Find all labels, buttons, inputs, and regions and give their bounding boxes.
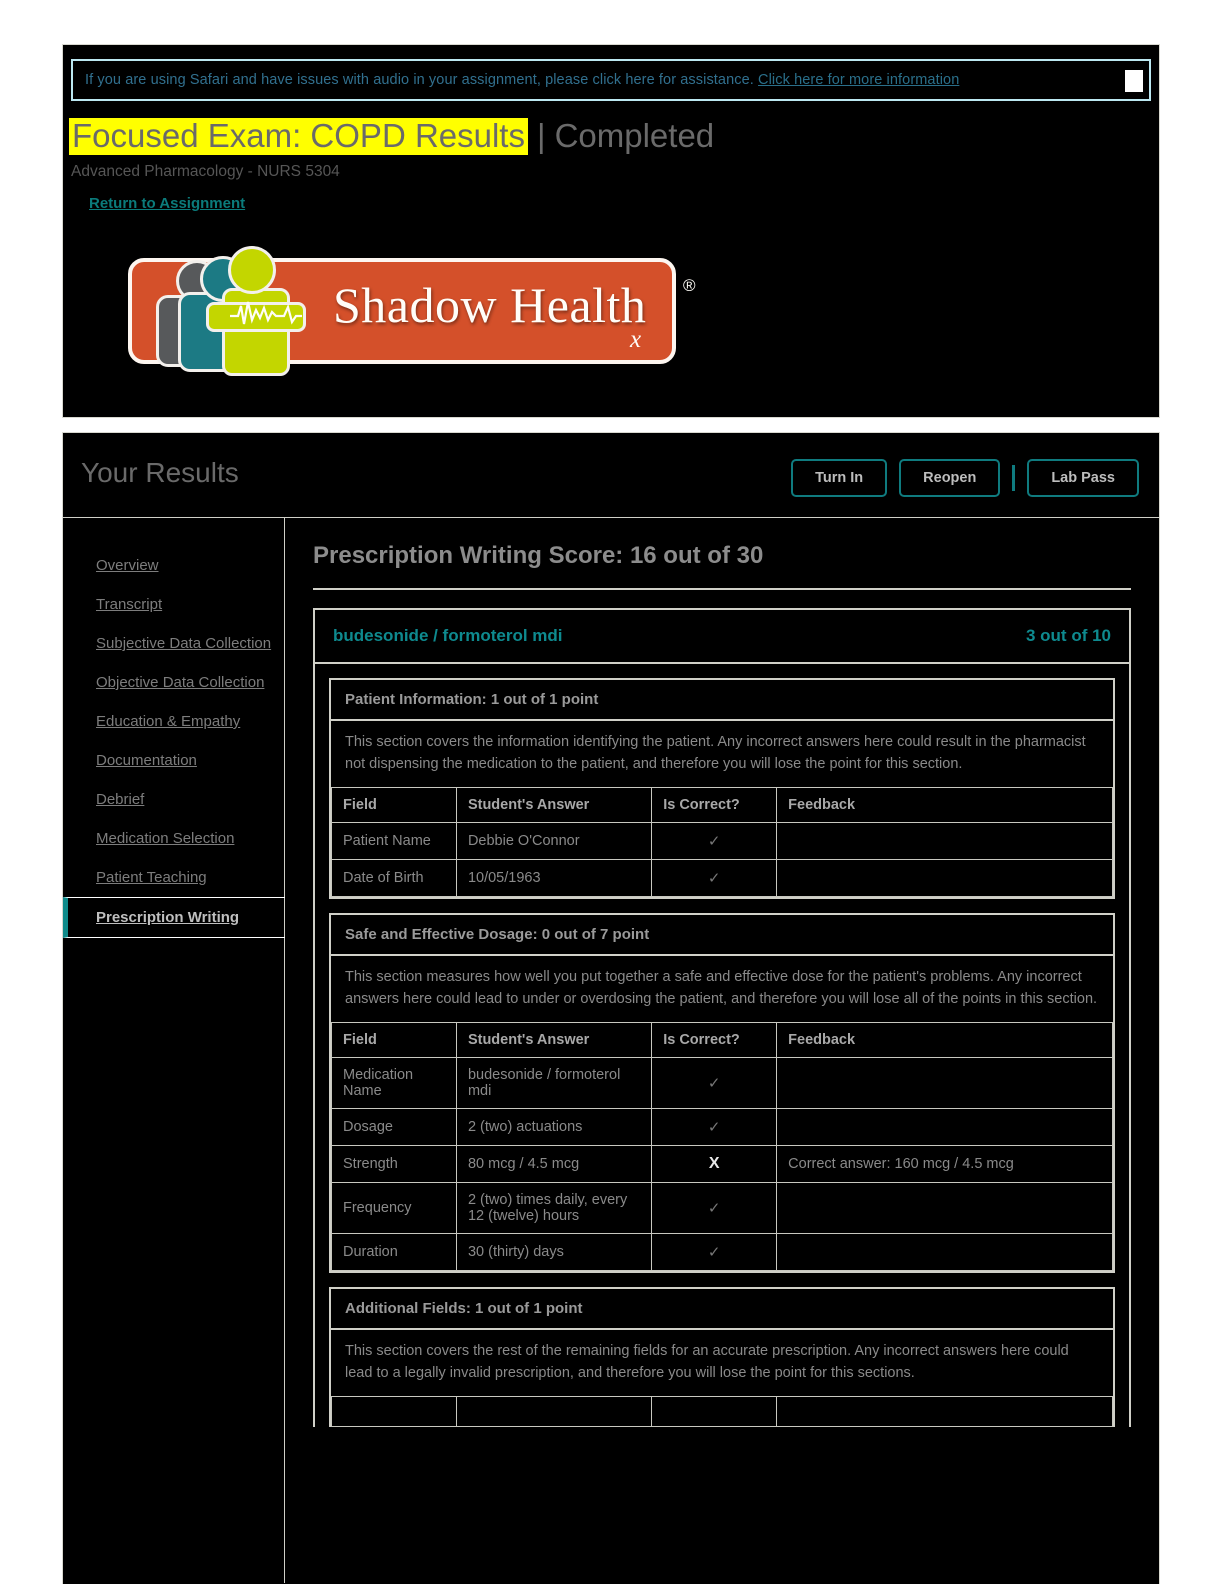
cell-field: Date of Birth — [332, 860, 457, 897]
cell-field: Frequency — [332, 1183, 457, 1234]
sidebar-item-prescription-writing[interactable]: Prescription Writing — [63, 897, 285, 938]
page-header-block — [62, 44, 1160, 418]
cell-empty — [777, 1397, 1113, 1427]
checkmark-icon: ✓ — [652, 823, 777, 860]
shadow-health-logo — [118, 240, 696, 380]
grading-section — [329, 678, 1115, 899]
medication-name: budesonide / formoterol mdi — [333, 626, 563, 645]
section-title: Patient Information: 1 out of 1 point — [331, 680, 1113, 721]
grading-table — [331, 1022, 1113, 1271]
cell-student-answer: 10/05/1963 — [456, 860, 651, 897]
close-icon[interactable] — [1125, 70, 1143, 92]
checkmark-icon: ✓ — [652, 1109, 777, 1146]
logo-figure-lime-head — [228, 246, 276, 294]
table-row — [332, 1146, 1113, 1183]
checkmark-icon: ✓ — [652, 1058, 777, 1109]
section-title: Additional Fields: 1 out of 1 point — [331, 1289, 1113, 1330]
sidebar-item-education-empathy[interactable]: Education & Empathy — [96, 713, 241, 730]
cell-student-answer: 2 (two) actuations — [456, 1109, 651, 1146]
results-content — [285, 518, 1159, 1583]
grading-section — [329, 913, 1115, 1273]
sidebar-item-medication-selection[interactable]: Medication Selection — [96, 830, 235, 847]
sidebar-item-overview[interactable]: Overview — [96, 557, 159, 574]
medication-card — [313, 608, 1131, 1427]
column-header-feedback: Feedback — [777, 1023, 1113, 1058]
cross-icon: X — [652, 1146, 777, 1183]
table-row — [332, 823, 1113, 860]
logo-rx-mark: x — [630, 326, 642, 353]
cell-student-answer: budesonide / formoterol mdi — [456, 1058, 651, 1109]
results-sidebar — [63, 518, 285, 1583]
reopen-button[interactable]: Reopen — [899, 459, 1000, 497]
table-row — [332, 1234, 1113, 1271]
cell-feedback — [777, 860, 1113, 897]
cell-empty — [652, 1397, 777, 1427]
cell-field: Patient Name — [332, 823, 457, 860]
results-action-buttons — [791, 459, 1139, 497]
sidebar-item-documentation[interactable]: Documentation — [96, 752, 197, 769]
column-header-correct: Is Correct? — [652, 1023, 777, 1058]
table-header-row — [332, 1023, 1113, 1058]
results-body — [63, 518, 1159, 1583]
ekg-waveform-icon — [230, 298, 302, 328]
column-header-feedback: Feedback — [777, 788, 1113, 823]
results-panel — [62, 432, 1160, 1584]
table-header-row — [332, 788, 1113, 823]
results-title: Your Results — [81, 457, 239, 488]
section-description: This section covers the rest of the remaining fields for an accurate prescription. Any incorrect answers here could lead to a legally invalid prescription, and therefore you will lose the point for this sections. — [345, 1343, 1069, 1382]
column-header-field: Field — [332, 1023, 457, 1058]
table-row — [332, 1183, 1113, 1234]
registered-trademark-icon: ® — [683, 276, 696, 295]
cell-feedback — [777, 1058, 1113, 1109]
column-header-answer: Student's Answer — [456, 788, 651, 823]
sidebar-item-objective-data-collection[interactable]: Objective Data Collection — [96, 674, 265, 691]
alert-message: If you are using Safari and have issues with audio in your assignment, please click here for assistance. Click here for more information — [85, 72, 960, 88]
checkmark-icon: ✓ — [652, 1234, 777, 1271]
column-header-answer: Student's Answer — [456, 1023, 651, 1058]
course-subtitle: Advanced Pharmacology - NURS 5304 — [71, 163, 340, 180]
cell-feedback — [777, 1109, 1113, 1146]
column-header-correct: Is Correct? — [652, 788, 777, 823]
cell-student-answer: Debbie O'Connor — [456, 823, 651, 860]
page-title-text: Focused Exam: COPD Results — [69, 118, 528, 155]
alert-more-info-link[interactable]: Click here for more information — [758, 72, 960, 88]
section-description: This section measures how well you put together a safe and effective dose for the patient's problems. Any incorrect answers here could lead to under or overdosing the patient, and therefore you will lose all of the points in this section. — [345, 969, 1098, 1008]
return-to-assignment-link[interactable]: Return to Assignment — [89, 195, 246, 212]
sidebar-item-subjective-data-collection[interactable]: Subjective Data Collection — [96, 635, 272, 652]
title-separator: | — [536, 117, 546, 154]
checkmark-icon: ✓ — [652, 1183, 777, 1234]
cell-empty — [456, 1397, 651, 1427]
medication-card-header — [315, 610, 1129, 664]
button-divider — [1012, 465, 1015, 491]
section-title: Safe and Effective Dosage: 0 out of 7 point — [331, 915, 1113, 956]
table-row — [332, 860, 1113, 897]
cell-feedback: Correct answer: 160 mcg / 4.5 mcg — [777, 1146, 1113, 1183]
lab-pass-button[interactable]: Lab Pass — [1027, 459, 1139, 497]
grading-table — [331, 1396, 1113, 1427]
table-row — [332, 1397, 1113, 1427]
table-row — [332, 1058, 1113, 1109]
cell-field: Strength — [332, 1146, 457, 1183]
grading-sections — [315, 678, 1129, 1427]
page-score-heading: Prescription Writing Score: 16 out of 30 — [313, 542, 1131, 590]
grading-section — [329, 1287, 1115, 1427]
cell-student-answer: 2 (two) times daily, every 12 (twelve) hours — [456, 1183, 651, 1234]
column-header-field: Field — [332, 788, 457, 823]
cell-field: Dosage — [332, 1109, 457, 1146]
medication-score: 3 out of 10 — [1025, 626, 1111, 645]
checkmark-icon: ✓ — [652, 860, 777, 897]
sidebar-item-debrief[interactable]: Debrief — [96, 791, 145, 808]
sidebar-item-patient-teaching[interactable]: Patient Teaching — [96, 869, 207, 886]
cell-feedback — [777, 823, 1113, 860]
cell-student-answer: 30 (thirty) days — [456, 1234, 651, 1271]
cell-student-answer: 80 mcg / 4.5 mcg — [456, 1146, 651, 1183]
cell-feedback — [777, 1183, 1113, 1234]
grading-table — [331, 787, 1113, 897]
logo-wordmark: Shadow Health — [333, 277, 647, 333]
cell-field: Duration — [332, 1234, 457, 1271]
page-title — [69, 117, 714, 155]
cell-field: Medication Name — [332, 1058, 457, 1109]
cell-feedback — [777, 1234, 1113, 1271]
section-description: This section covers the information identifying the patient. Any incorrect answers here could result in the pharmacist not dispensing the medication to the patient, and therefore you will lose the point for this section. — [345, 734, 1086, 773]
safari-audio-alert — [71, 59, 1151, 101]
results-header — [63, 433, 1159, 518]
cell-empty — [332, 1397, 457, 1427]
sidebar-item-transcript[interactable]: Transcript — [96, 596, 163, 613]
turn-in-button[interactable]: Turn In — [791, 459, 887, 497]
table-row — [332, 1109, 1113, 1146]
assignment-status: Completed — [554, 117, 715, 154]
